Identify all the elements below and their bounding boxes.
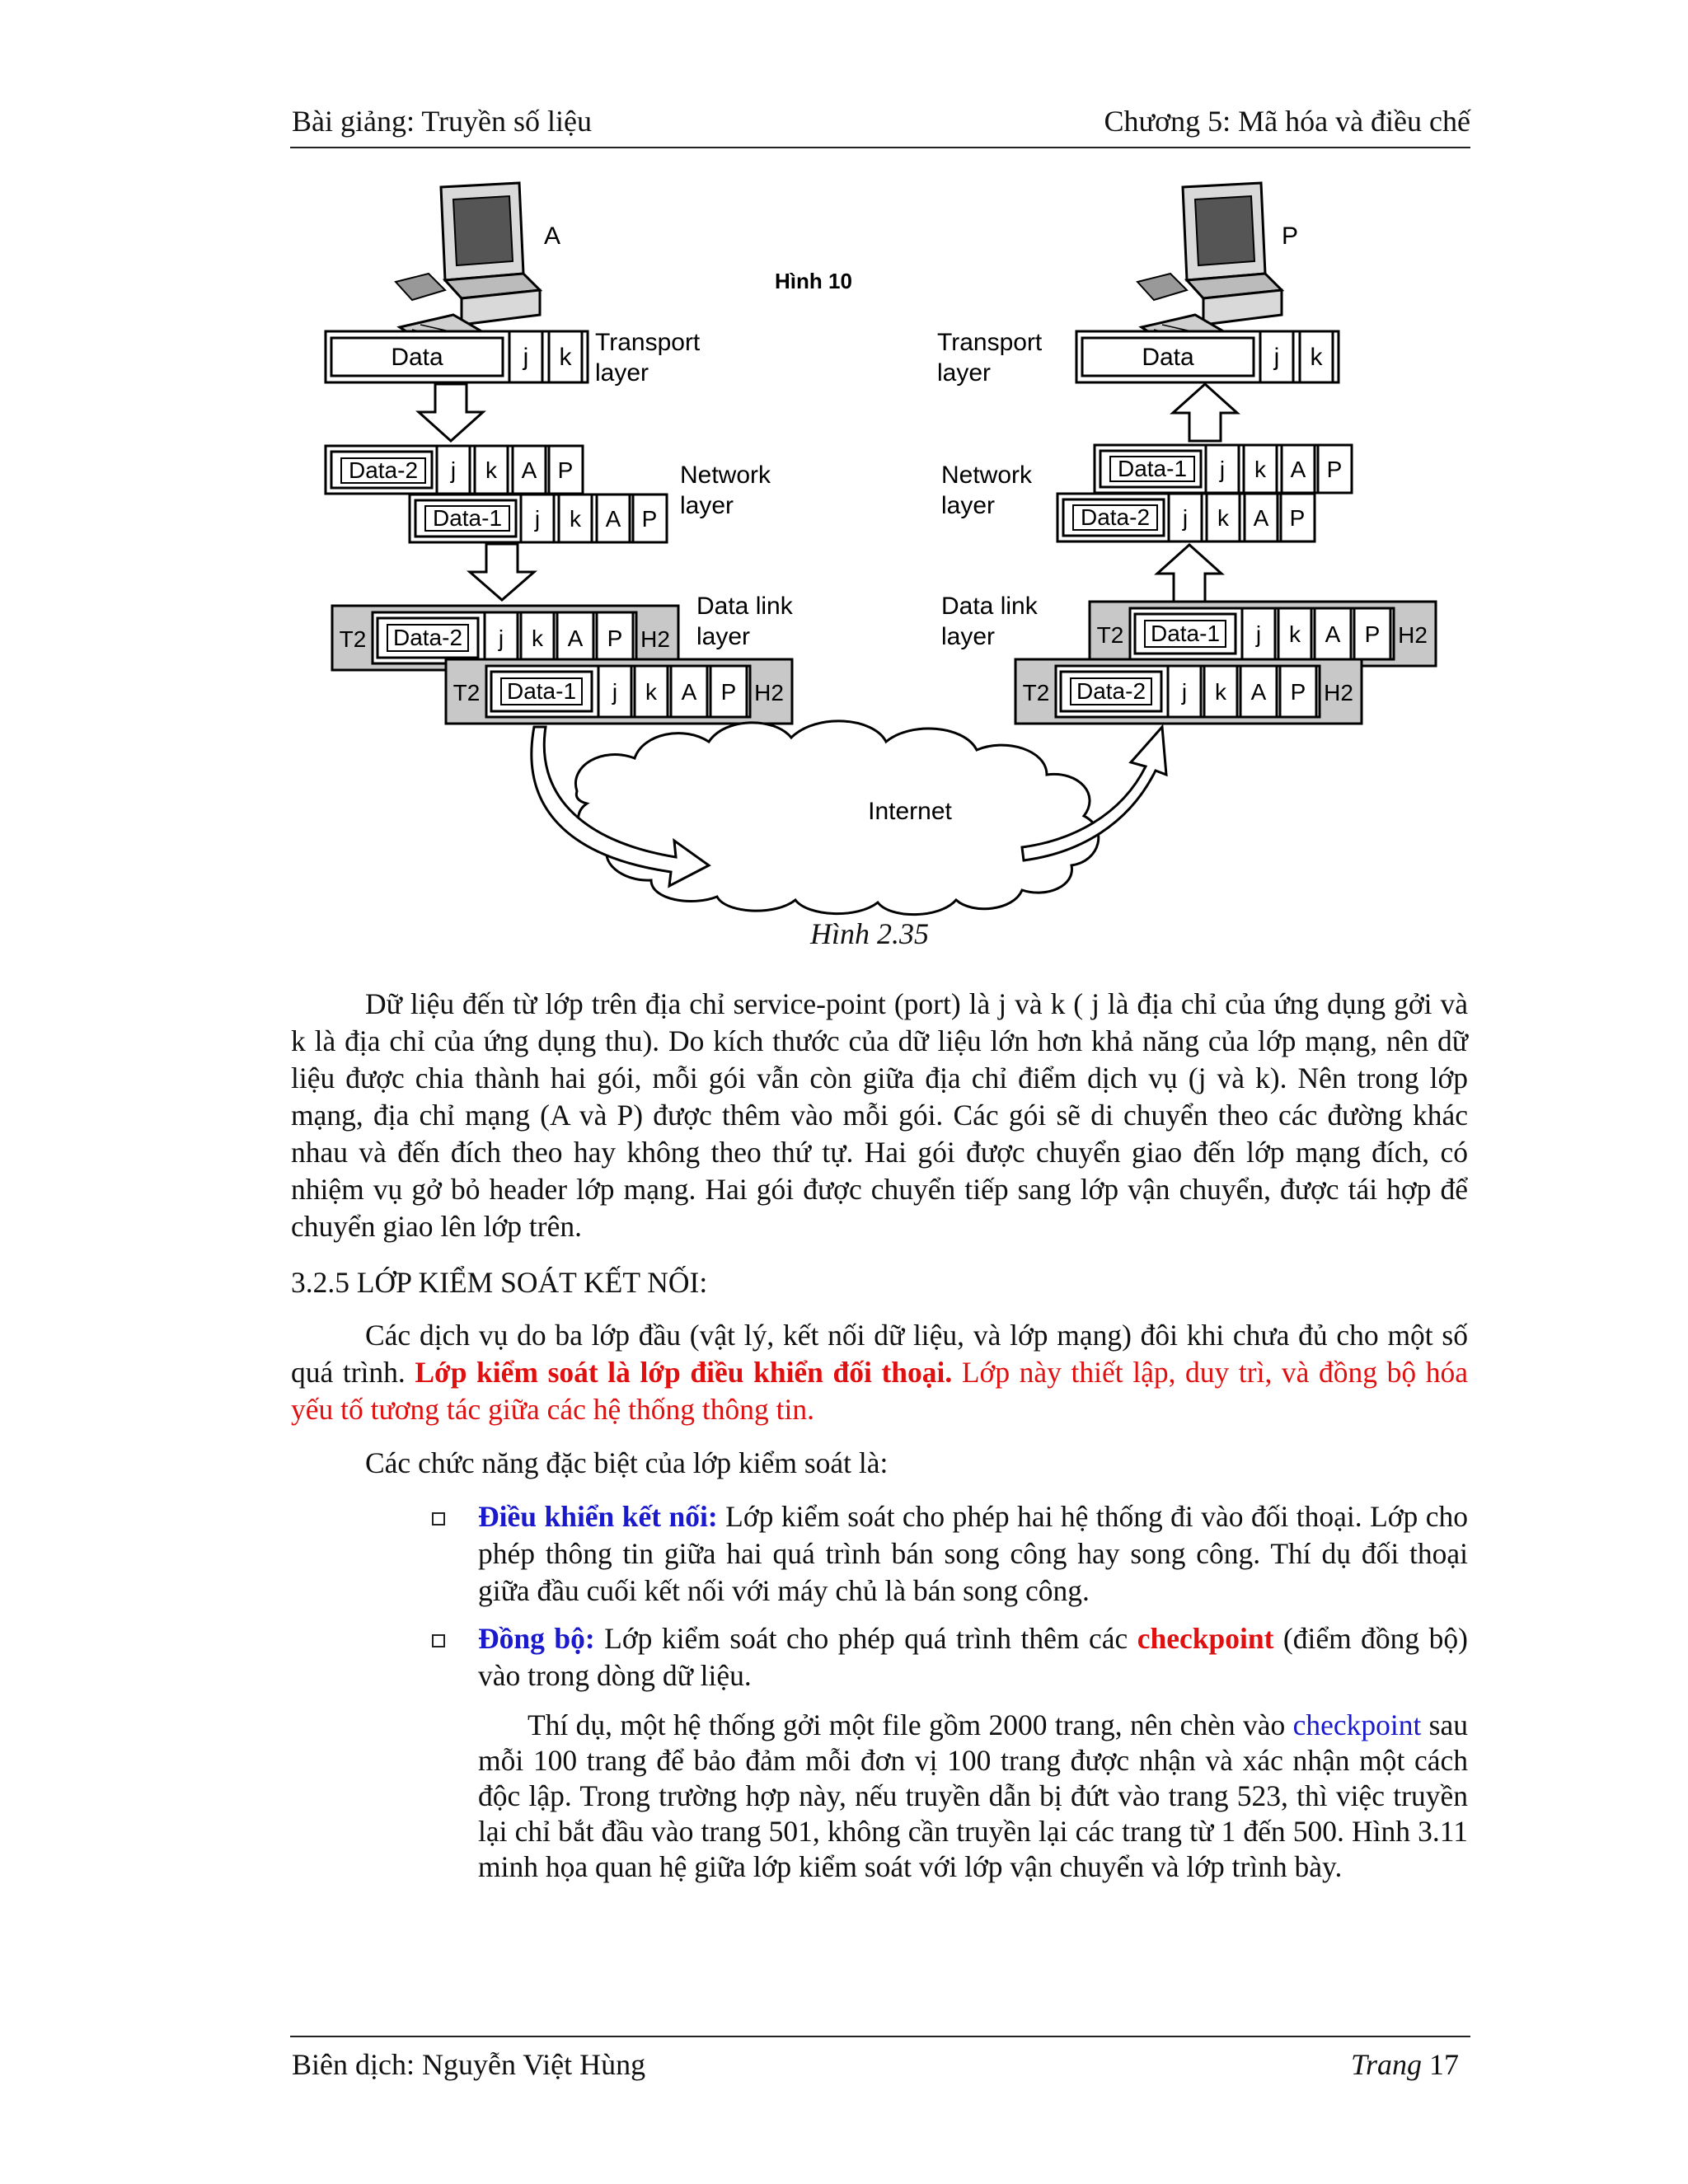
cell-data1: Data-1	[1117, 456, 1188, 481]
cell-k: k	[570, 506, 581, 532]
cell-j: j	[1219, 457, 1226, 482]
cell-j: j	[534, 506, 541, 532]
paragraph-4-end: sau mỗi 100 trang để bảo đảm mỗi đơn vị 100 trang được nhận và xác nhận một cách độc lập. Trong trường hợp này, nếu truyền dẫn bị đứt vào trang 523, thì việc truyền lại chỉ bắt đầu vào trang 501, không cần truyền lại các trang từ 1 đến 500. Hình 3.11 minh họa quan hệ giữa lớp kiểm soát với lớp vận chuyển và lớp trình bày.	[478, 1708, 1469, 1883]
bullet-2-text-2: (điểm đồng bộ) vào trong dòng dữ liệu.	[478, 1622, 1468, 1692]
right-network-packet-2	[1057, 494, 1315, 541]
right-datalink-label-2: layer	[941, 623, 996, 650]
cell-data: Data	[1142, 344, 1194, 371]
cell-a: A	[1325, 621, 1341, 647]
down-arrow-icon	[470, 544, 534, 600]
cell-data1: Data-1	[506, 678, 577, 704]
cell-h2: H2	[1398, 622, 1428, 648]
cell-k: k	[485, 457, 497, 483]
cell-h2: H2	[640, 626, 670, 652]
cell-j: j	[498, 626, 504, 651]
cell-p: P	[1289, 505, 1306, 531]
cell-a: A	[567, 626, 584, 651]
right-frame-1	[1090, 602, 1436, 666]
cell-a: A	[605, 506, 621, 532]
bullet-1-text: Lớp kiểm soát cho phép hai hệ thống đi vào đối thoại. Lớp cho phép thông tin giữa hai quá trình bán song công hay song công. Thí dụ đối thoại giữa đầu cuối kết nối với máy chủ là bán song công.	[478, 1500, 1468, 1607]
paragraph-2	[291, 1317, 1468, 1428]
paragraph-4	[478, 1708, 1468, 1885]
right-transport-packet	[1076, 331, 1339, 382]
cell-p: P	[1290, 679, 1306, 705]
cell-j: j	[1273, 344, 1280, 371]
cell-j: j	[1182, 505, 1189, 531]
right-network-label-1: Network	[941, 462, 1033, 489]
host-label-p: P	[1282, 223, 1299, 250]
paragraph-3: Các chức năng đặc biệt của lớp kiểm soát là:	[365, 1446, 889, 1479]
paragraph-2-text: Các dịch vụ do ba lớp đầu (vật lý, kết nối dữ liệu, và lớp mạng) đôi khi chưa đủ cho một số quá trình.	[291, 1319, 1468, 1389]
paragraph-4-start: Thí dụ, một hệ thống gởi một file gồm 2000 trang, nên chèn vào	[528, 1708, 1293, 1741]
figure-caption: Hình 2.35	[810, 917, 929, 950]
left-datalink-label-2: layer	[696, 623, 751, 650]
bullet-item	[478, 1498, 1468, 1610]
bullet-2-red: checkpoint	[1137, 1622, 1274, 1655]
cell-k: k	[1254, 457, 1266, 482]
cell-a: A	[1253, 505, 1269, 531]
network-diagram	[0, 0, 1688, 923]
cell-data1: Data-1	[432, 505, 503, 531]
cell-t2: T2	[1022, 680, 1050, 705]
cell-k: k	[532, 626, 543, 651]
internet-cloud-icon	[575, 721, 1098, 915]
cell-j: j	[523, 344, 529, 371]
chapter-title: Chương 5: Mã hóa và điều chế	[1104, 105, 1470, 138]
cell-p: P	[607, 626, 623, 651]
cell-p: P	[720, 679, 737, 705]
left-network-packet-2	[326, 446, 583, 494]
cell-a: A	[1290, 457, 1306, 482]
left-transport-label-1: Transport	[595, 329, 701, 356]
cell-a: A	[1250, 679, 1267, 705]
cell-a: A	[681, 679, 697, 705]
cell-j: j	[612, 679, 618, 705]
left-network-packet-1	[410, 494, 667, 542]
cell-data2: Data-2	[348, 457, 419, 483]
up-arrow-icon	[1173, 384, 1237, 441]
cell-p: P	[641, 506, 658, 532]
right-datalink-label-1: Data link	[941, 593, 1038, 620]
cell-p: P	[1326, 457, 1343, 482]
checkbox-bullet-icon	[432, 1512, 445, 1526]
paragraph-2-bold: Lớp kiểm soát là lớp điều khiển đối thoại.	[415, 1356, 953, 1389]
left-transport-label-2: layer	[595, 359, 649, 387]
cell-t2: T2	[339, 626, 367, 652]
down-arrow-icon	[419, 384, 483, 441]
cell-h2: H2	[754, 680, 784, 705]
figure-title: Hình 10	[775, 269, 852, 293]
paragraph-2-red: Lớp này thiết lập, duy trì, và đồng bộ hóa yếu tố tương tác giữa các hệ thống thông tin.	[291, 1356, 1468, 1426]
cell-t2: T2	[1096, 622, 1124, 648]
section-heading: 3.2.5 LỚP KIỂM SOÁT KẾT NỐI:	[291, 1266, 708, 1299]
right-transport-label-1: Transport	[937, 329, 1043, 356]
right-transport-label-2: layer	[937, 359, 992, 387]
left-frame-1	[446, 659, 792, 724]
cell-k: k	[1310, 344, 1323, 371]
left-datalink-label-1: Data link	[696, 593, 793, 620]
cell-t2: T2	[452, 680, 481, 705]
cell-data2: Data-2	[392, 625, 463, 650]
cell-data2: Data-2	[1076, 678, 1146, 704]
left-network-label-1: Network	[680, 462, 771, 489]
page-footer	[290, 2036, 1470, 2087]
cell-data: Data	[391, 344, 443, 371]
bullet-2-text-1: Lớp kiểm soát cho phép quá trình thêm các	[594, 1622, 1137, 1655]
translator: Biên dịch: Nguyễn Việt Hùng	[292, 2048, 646, 2081]
cell-k: k	[1289, 621, 1301, 647]
paragraph-4-blue: checkpoint	[1292, 1708, 1422, 1741]
cell-data1: Data-1	[1150, 621, 1221, 646]
bullet-item	[478, 1620, 1468, 1694]
cell-j: j	[1255, 621, 1262, 647]
page-label: Trang	[1350, 2048, 1422, 2081]
course-title: Bài giảng: Truyền số liệu	[292, 105, 593, 138]
right-network-label-2: layer	[941, 492, 996, 519]
bullet-2-title: Đồng bộ:	[478, 1622, 595, 1655]
cell-p: P	[1364, 621, 1381, 647]
right-frame-2	[1015, 659, 1362, 724]
cell-k: k	[645, 679, 657, 705]
cell-p: P	[557, 457, 574, 483]
cell-j: j	[450, 457, 457, 483]
internet-label: Internet	[868, 798, 952, 825]
cell-k: k	[1215, 679, 1226, 705]
cell-h2: H2	[1324, 680, 1353, 705]
cell-k: k	[1217, 505, 1229, 531]
host-label-a: A	[544, 223, 561, 250]
checkbox-bullet-icon	[432, 1634, 445, 1647]
page-number	[1351, 2047, 1459, 2082]
cell-j: j	[1181, 679, 1188, 705]
cell-k: k	[559, 344, 572, 371]
right-network-packet-1	[1095, 445, 1352, 493]
left-transport-packet	[326, 331, 588, 382]
page-num: 17	[1429, 2048, 1459, 2081]
paragraph-1: Dữ liệu đến từ lớp trên địa chỉ service-point (port) là j và k ( j là địa chỉ của ứng dụng gởi và k là địa chỉ của ứng dụng thu). Do kích thước của dữ liệu lớn hơn khả năng của lớp mạng, nên dữ liệu được chia thành hai gói, mỗi gói vẫn còn giữa địa chỉ điểm dịch vụ (j và k). Nên trong lớp mạng, địa chỉ mạng (A và P) được thêm vào mỗi gói. Các gói sẽ di chuyển theo các đường khác nhau và đến đích theo hay không theo thứ tự. Hai gói được chuyển giao đến lớp mạng đích, có nhiệm vụ gở bỏ header lớp mạng. Hai gói được chuyển tiếp sang lớp vận chuyển, được tái hợp để chuyển giao lên lớp trên.	[291, 987, 1468, 1243]
cell-data2: Data-2	[1080, 504, 1151, 530]
cell-a: A	[521, 457, 537, 483]
bullet-1-title: Điều khiển kết nối:	[478, 1500, 718, 1533]
left-network-label-2: layer	[680, 492, 734, 519]
up-arrow-icon	[1157, 545, 1221, 602]
